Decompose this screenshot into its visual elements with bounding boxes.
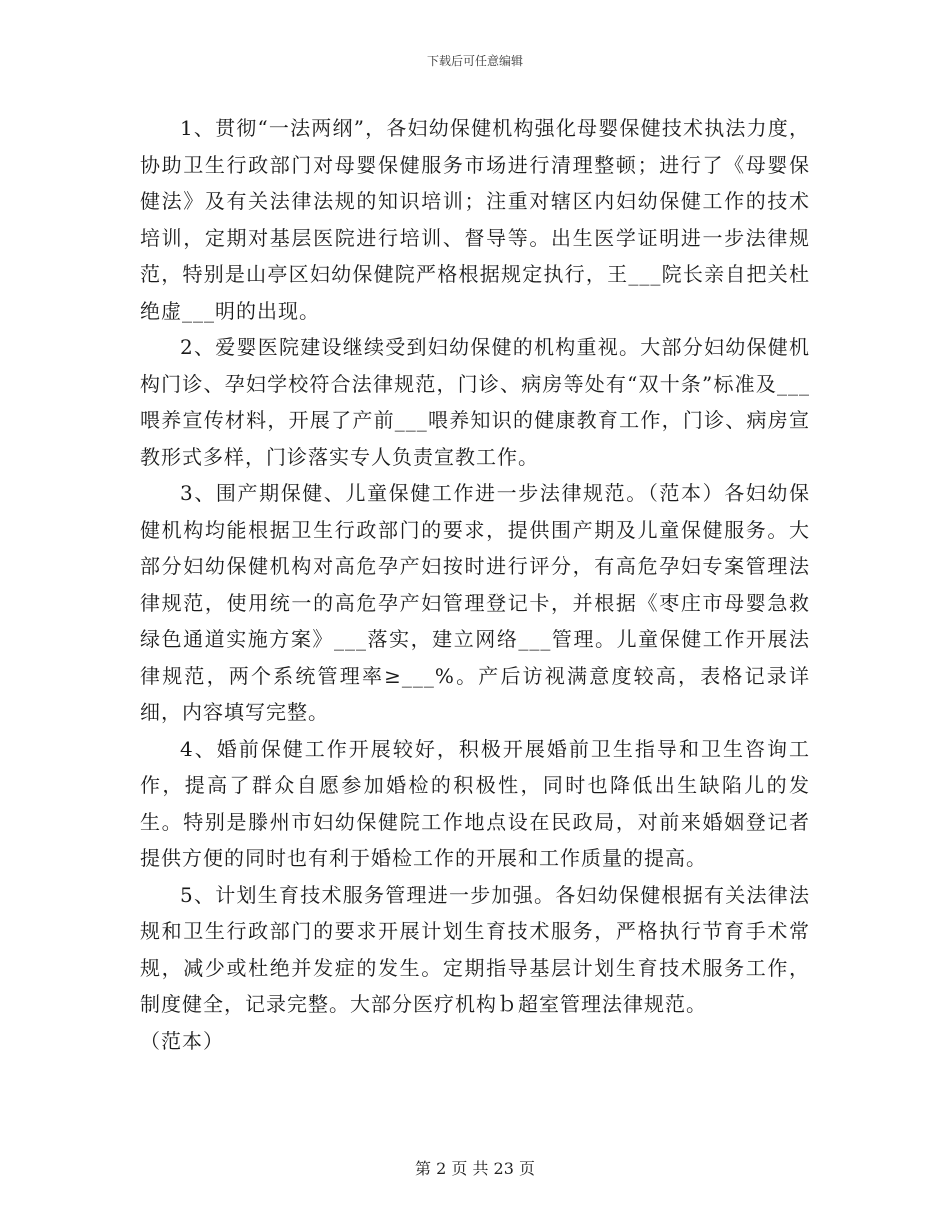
paragraph-2: 2、爱婴医院建设继续受到妇幼保健的机构重视。大部分妇幼保健机构门诊、孕妇学校符合法律规范，门诊、病房等处有“双十条”标准及___喂养宣传材料，开展了产前___喂养知识的健康教育工作，门诊、病房宣教形式多样，门诊落实专人负责宣教工作。 [140,335,810,469]
page-header-note: 下载后可任意编辑 [426,54,523,68]
paragraph-3: 3、围产期保健、儿童保健工作进一步法律规范。（范本）各妇幼保健机构均能根据卫生行政部门的要求，提供围产期及儿童保健服务。大部分妇幼保健机构对高危孕产妇按时进行评分，有高危孕妇专案管理法律规范，使用统一的高危孕产妇管理登记卡，并根据《枣庄市母婴急救绿色通道实施方案》___落实，建立网络___管理。儿童保健工作开展法律规范，两个系统管理率≥___%。产后访视满意度较高，表格记录详细，内容填写完整。 [140,481,810,724]
paragraph-1: 1、贯彻“一法两纲”，各妇幼保健机构强化母婴保健技术执法力度，协助卫生行政部门对母婴保健服务市场进行清理整顿；进行了《母婴保健法》及有关法律法规的知识培训；注重对辖区内妇幼保健工作的技术培训，定期对基层医院进行培训、督导等。出生医学证明进一步法律规范，特别是山亭区妇幼保健院严格根据规定执行，王___院长亲自把关杜绝虚___明的出现。 [140,116,810,323]
document-body [140,110,810,1059]
paragraph-sample-note: （范本） [140,1028,224,1053]
page-number: 第 2 页 共 23 页 [415,1159,535,1178]
paragraph-5: 5、计划生育技术服务管理进一步加强。各妇幼保健根据有关法律法规和卫生行政部门的要求开展计划生育技术服务，严格执行节育手术常规，减少或杜绝并发症的发生。定期指导基层计划生育技术服务工作，制度健全，记录完整。大部分医疗机构ｂ超室管理法律规范。 [140,882,810,1016]
paragraph-4: 4、婚前保健工作开展较好，积极开展婚前卫生指导和卫生咨询工作，提高了群众自愿参加婚检的积极性，同时也降低出生缺陷儿的发生。特别是滕州市妇幼保健院工作地点设在民政局，对前来婚姻登记者提供方便的同时也有利于婚检工作的开展和工作质量的提高。 [140,736,810,870]
